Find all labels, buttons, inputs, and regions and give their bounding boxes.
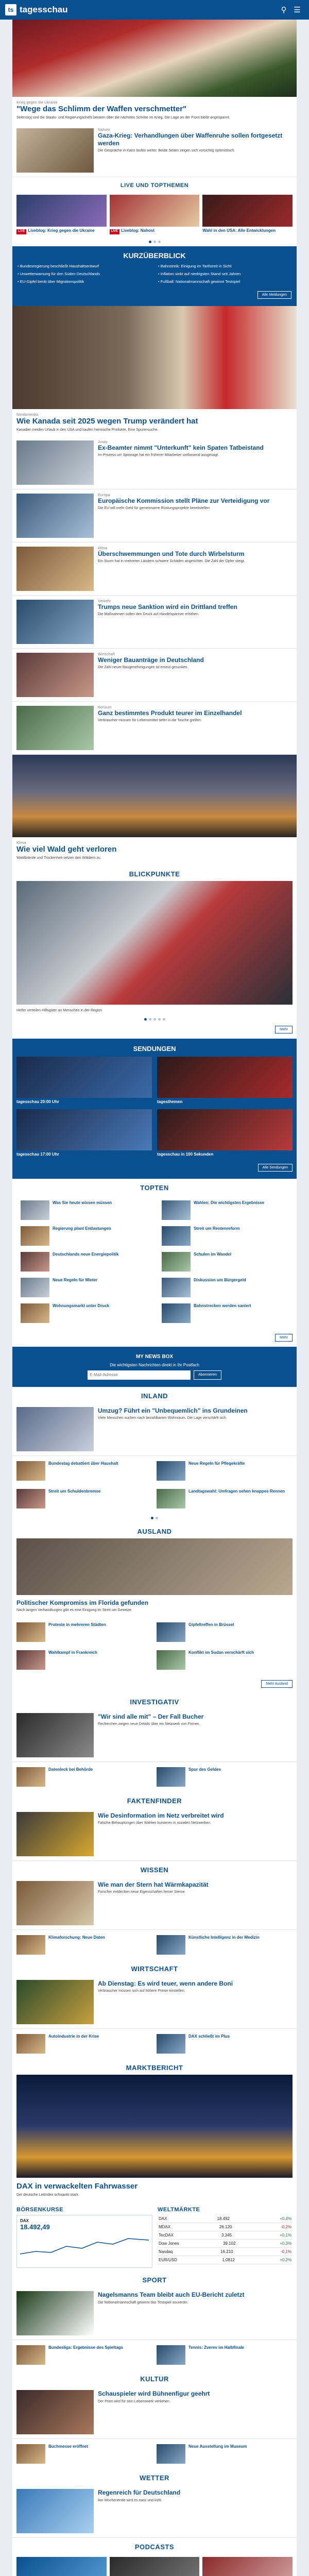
topten-title: Wohnungsmarkt unter Druck [53,1303,110,1308]
live-card-title: Wahl in den USA: Alle Entwicklungen [202,228,276,233]
main-content [12,20,297,2576]
podcast-card[interactable] [202,2557,293,2576]
sendung-card[interactable]: tagesschau 17:00 Uhr [16,1109,152,1157]
feature-teaser: Kanadier meiden Urlaub in den USA und kaufen heimische Produkte. Eine Spurensuche. [16,428,159,432]
story-kicker: Europa [98,494,110,498]
logo-text: tagesschau [20,5,68,14]
live-badge: LIVE [110,229,119,234]
list-item-title: Wahlkampf in Frankreich [48,1650,97,1655]
carousel-dots[interactable] [12,238,297,246]
live-card-image [202,195,293,227]
newsletter-text: Die wichtigsten Nachrichten direkt in Ihr Postfach [110,1362,199,1367]
live-card-image [16,195,107,227]
list-item-thumb [157,1935,185,1955]
wetter-title: WETTER [140,2474,169,2482]
list-item-title: Datenleck bei Behörde [48,1767,93,1772]
list-item-title: Streit um Schuldenbremse [48,1488,101,1494]
list-item-title: Buchmesse eröffnet [48,2444,88,2449]
topten-title: Neue Regeln für Mieter [53,1277,98,1282]
wirtschaft-lead-teaser: Verbraucher müssen sich auf höhere Preise einstellen. [98,1989,185,1993]
story-thumb [16,706,94,750]
list-item[interactable] [16,2343,152,2367]
list-item[interactable] [157,1933,293,1957]
sport-headline[interactable]: Nagelsmanns Team bleibt auch EU-Bericht zuletzt [98,2291,245,2299]
topten-item[interactable] [16,1249,151,1274]
carousel-dots[interactable] [12,1514,297,1522]
topten-item[interactable] [16,1198,151,1223]
wirtschaft-title: WIRTSCHAFT [131,1964,178,1973]
list-item[interactable] [16,1620,152,1644]
sport-teaser: Die Nationalmannschaft gewinnt das Testspiel souverän. [98,2300,188,2304]
list-item-title: Proteste in mehreren Städten [48,1622,106,1627]
boerse-section [12,2201,297,2271]
market-name: Dow Jones [159,2241,179,2246]
topten-item[interactable] [16,1224,151,1248]
story-row[interactable] [12,436,297,489]
newsletter-email-input[interactable] [88,1370,191,1380]
ausland-more-button[interactable]: Mehr Ausland [261,1680,293,1688]
list-item[interactable] [16,1459,152,1483]
topten-title: Bahnstrecken werden saniert [194,1303,251,1308]
list-item-thumb [16,1767,45,1787]
market-change: +0,4% [280,2216,291,2222]
topten-title: Streit um Rentenreform [194,1226,240,1231]
story-thumb [16,547,94,591]
topten-thumb [21,1252,49,1272]
lead-headline[interactable]: "Wege das Schlimm der Waffen verschmetter" [16,105,187,113]
story-thumb [16,600,94,644]
topten-thumb [162,1226,191,1246]
boerse-title: BÖRSENKURSE [16,2207,64,2213]
list-item-thumb [16,2034,45,2054]
faktenfinder-headline[interactable]: Wie Desinformation im Netz verbreitet wird [98,1811,224,1819]
list-item-title: Autoindustrie in der Krise [48,2033,99,2039]
story-teaser: Die EU will mehr Geld für gemeinsame Rüstungsprojekte bereitstellen. [98,506,211,511]
story-headline[interactable]: Ganz bestimmtes Produkt teurer im Einzelhandel [98,709,242,717]
topten-item[interactable] [16,1275,151,1300]
live-card[interactable] [110,195,200,234]
story-thumb [16,128,94,173]
live-card[interactable] [16,195,107,234]
story-headline[interactable]: Überschwemmungen und Tote durch Wirbelsturm [98,550,245,558]
newsletter-title: MY NEWS BOX [135,1353,174,1360]
blickpunkte-caption: Helfer verteilen Hilfsgüter an Menschen in der Region [16,1008,102,1012]
wetter-teaser: Am Wochenende wird es nass und kühl. [98,2498,162,2502]
list-item-thumb [16,1650,45,1670]
podcast-grid [12,2554,297,2576]
story-headline[interactable]: Gaza-Krieg: Verhandlungen über Waffenruhe sollen fortgesetzt werden [98,132,283,147]
story-teaser: Verbraucher müssen für Lebensmittel tiefer in die Tasche greifen. [98,719,202,723]
index-sparkline [20,2231,149,2262]
top-navigation-bar [0,0,309,20]
list-item[interactable] [157,1487,293,1511]
market-value: 16.210 [220,2249,233,2255]
topten-item[interactable] [158,1224,293,1248]
story-teaser: Ein Sturm hat in mehreren Ländern schwere Schäden angerichtet. Die Zahl der Opfer steigt. [98,560,245,564]
kurz-title: KURZÜBERBLICK [123,251,186,260]
list-item-thumb [16,2444,45,2464]
market-change: -0,1% [281,2249,291,2255]
sendung-card[interactable]: tagesthemen [157,1057,293,1104]
list-item-title: Neue Ausstellung im Museum [188,2444,247,2449]
story-teaser: Im Prozess um Spionage hat ein früherer Mitarbeiter umfassend ausgesagt. [98,453,219,457]
sendung-card[interactable]: tagesschau in 100 Sekunden [157,1109,293,1157]
story-row[interactable] [12,489,297,543]
list-item[interactable] [16,1487,152,1511]
market-row[interactable] [158,2231,293,2240]
story-kicker: Nahost [98,128,110,132]
list-item[interactable] [157,1459,293,1483]
market-row[interactable] [158,2240,293,2248]
market-row[interactable] [158,2256,293,2264]
live-card-image [110,195,200,227]
story-row[interactable] [12,596,297,649]
live-card-title: Liveblog: Krieg gegen die Ukraine [28,228,95,233]
list-item-thumb [157,2345,185,2365]
market-value: 3.345 [221,2233,232,2238]
topten-more-button[interactable]: Mehr [275,1334,293,1342]
wetter-headline[interactable]: Regenreich für Deutschland [98,2489,181,2497]
wissen-title: WISSEN [140,1866,169,1874]
kurz-item[interactable]: • Unwetterwarnung für den Süden Deutschlands [18,271,100,276]
list-item-title: Bundestag debattiert über Haushalt [48,1461,118,1466]
investigativ-lead-headline[interactable]: "Wir sind alle mit" – Der Fall Bucher [98,1713,204,1720]
investigativ-lead-teaser: Recherchen zeigen neue Details über ein Netzwerk von Firmen. [98,1722,200,1726]
kurz-item[interactable]: • Bundesregierung beschließt Haushaltsentwurf [18,263,99,268]
podcasts-title: PODCASTS [134,2543,175,2551]
list-item-thumb [16,1461,45,1481]
sendungen-title: SENDUNGEN [133,1044,176,1053]
topten-title: TOPTEN [140,1183,169,1192]
list-item[interactable] [157,2032,293,2056]
list-item[interactable] [157,2343,293,2367]
faktenfinder-story[interactable] [12,1808,297,1861]
inland-lead-teaser: Viele Menschen suchen nach bezahlbarem Wohnraum. Die Lage verschärft sich. [98,1416,227,1420]
list-item-thumb [157,2444,185,2464]
story-teaser: Waldbrände und Trockenheit setzen den Wäldern zu. [16,856,101,860]
live-card[interactable] [202,195,293,234]
search-icon[interactable]: ⚲ [281,6,287,14]
list-item-title: Künstliche Intelligenz in der Medizin [188,1935,260,1940]
ausland-lead[interactable] [12,1538,297,1617]
story-kicker: Konsum [98,706,112,710]
lead-story[interactable] [12,20,297,124]
list-item[interactable] [157,1620,293,1644]
market-row[interactable] [158,2248,293,2256]
menu-icon[interactable]: ☰ [294,6,301,14]
list-item-thumb [16,1935,45,1955]
live-badge: LIVE [16,229,26,234]
topten-item[interactable] [158,1301,293,1326]
logo-mark-icon: ts [5,4,16,15]
kultur-lead[interactable] [12,2386,297,2439]
list-item[interactable] [157,1765,293,1789]
list-item-title: Bundesliga: Ergebnisse des Spieltags [48,2345,123,2350]
list-item[interactable] [157,1648,293,1672]
story-headline[interactable]: Ex-Beamter nimmt "Unterkunft" kein Spaten Tatbeistand [98,444,264,452]
lead-kicker: Krieg gegen die Ukraine [16,101,58,105]
list-item-title: Neue Regeln für Pflegekräfte [188,1461,245,1466]
story-kicker: Verkehr [98,600,111,604]
topten-title: Wahlen: Die wichtigsten Ergebnisse [194,1200,265,1205]
list-item[interactable] [16,1933,152,1957]
market-change: -0,2% [281,2225,291,2230]
tagesschau-logo[interactable] [5,4,68,15]
list-item-title: Klimaforschung: Neue Daten [48,1935,105,1940]
list-item-thumb [157,1461,185,1481]
list-item-thumb [157,1650,185,1670]
blickpunkte-title: BLICKPUNKTE [129,870,180,878]
podcast-card[interactable] [16,2557,107,2576]
wissen-lead-headline[interactable]: Wie man der Stern hat Wärmkapazität [98,1880,209,1888]
story-kicker: Justiz [98,440,108,445]
weltmaerkte-title: WELTMÄRKTE [158,2207,200,2213]
story-teaser: Die Maßnahmen sollen den Druck auf Handelspartner erhöhen. [98,613,199,617]
marktbericht-story[interactable] [12,2075,297,2201]
story-headline[interactable]: Weniger Bauanträge in Deutschland [98,656,204,664]
topten-thumb [21,1303,49,1323]
lead-story-image [12,20,297,97]
story-thumb [16,440,94,485]
list-item-thumb [157,1622,185,1642]
list-item-title: Spur des Geldes [188,1767,221,1772]
kultur-title: KULTUR [140,2375,169,2383]
list-item-thumb [157,1767,185,1787]
investigativ-title: INVESTIGATIV [130,1698,179,1706]
feature-headline[interactable]: Wie Kanada seit 2025 wegen Trump verändert hat [16,416,198,426]
lead-teaser: Selenskyj und die Staats- und Regierungschefs beraten über die nächsten Schritte im Krieg. Die Lage an der Front bleibt angespannt. [16,116,230,120]
carousel-dots[interactable] [12,1015,297,1024]
topten-thumb [162,1200,191,1220]
topten-title: Was Sie heute wissen müssen [53,1200,112,1205]
topten-item[interactable] [16,1301,151,1326]
feature-kicker: Nordamerika [16,413,39,417]
market-name: DAX [159,2216,167,2222]
market-value: 18.492 [217,2216,230,2222]
story-thumb [16,494,94,538]
marktbericht-teaser: Der deutsche Leitindex schwankt stark. [16,2193,79,2197]
topten-item[interactable] [158,1275,293,1300]
topten-title: Schulen im Wandel [194,1251,232,1257]
topten-title: Deutschlands neue Energiepolitik [53,1251,119,1257]
story-kicker: Wirtschaft [98,653,115,657]
wide-story[interactable] [12,755,297,865]
story-kicker: Klima [16,841,26,845]
list-item[interactable] [16,1648,152,1672]
list-item-thumb [16,1622,45,1642]
list-item[interactable] [16,2442,152,2466]
newsletter-subscribe-button[interactable]: Abonnieren [194,1370,221,1380]
story-teaser: Die Zahl neuer Baugenehmigungen ist erneut gesunken. [98,666,188,670]
topten-title: Regierung plant Entlastungen [53,1226,111,1231]
story-row[interactable] [12,543,297,596]
sendungen-box [12,1039,297,1179]
inland-lead-headline[interactable]: Umzug? Führt ein "Unbequemlich" ins Grundeinen [98,1406,248,1414]
market-value: 1,0812 [222,2258,235,2263]
list-item[interactable] [16,2032,152,2056]
list-item-title: Landtagswahl: Umfragen sehen knappes Rennen [188,1488,285,1494]
ausland-lead-headline[interactable]: Politischer Kompromiss im Florida gefunden [16,1599,149,1606]
kultur-teaser: Der Preis wird für sein Lebenswerk verliehen. [98,2399,170,2403]
list-item[interactable] [16,1765,152,1789]
story-kicker: Klima [98,547,108,551]
feature-image [12,306,297,409]
kurz-item[interactable]: • Bahnstreik: Einigung im Tarifstreit in Sicht [158,263,232,268]
faktenfinder-teaser: Falsche Behauptungen über Wahlen kursieren in sozialen Netzwerken. [98,1821,211,1825]
topten-item[interactable] [158,1249,293,1274]
topten-item[interactable] [158,1198,293,1223]
story-row[interactable] [12,124,297,177]
marktbericht-title: MARKTBERICHT [126,2063,183,2072]
list-item-thumb [16,2345,45,2365]
topten-thumb [21,1200,49,1220]
topten-thumb [162,1278,191,1297]
topten-thumb [162,1303,191,1323]
story-headline[interactable]: Wie viel Wald geht verloren [16,845,117,854]
inland-lead[interactable] [12,1403,297,1456]
sendungen-more-button[interactable]: Alle Sendungen [258,1164,293,1172]
market-name: EUR/USD [159,2258,178,2263]
kurzueberblick-box [12,246,297,306]
sport-title: SPORT [142,2276,167,2284]
list-item-title: DAX schließt im Plus [188,2033,230,2039]
story-headline[interactable]: Europäische Kommission stellt Pläne zur Verteidigung vor [98,497,270,505]
wissen-lead-teaser: Forscher entdecken neue Eigenschaften ferner Sterne. [98,1890,186,1894]
wetter-story[interactable] [12,2485,297,2538]
boerse-index-box[interactable]: DAX 18.492,49 [16,2215,152,2268]
feature-story[interactable] [12,306,297,436]
market-change: +0,2% [280,2258,291,2263]
list-item-title: Gipfeltreffen in Brüssel [188,1622,234,1627]
list-item-title: Tennis: Zverev im Halbfinale [188,2345,244,2350]
marktbericht-headline[interactable]: DAX in verwackelten Fahrwasser [16,2181,138,2191]
market-value: 26.120 [219,2225,232,2230]
story-thumb [16,653,94,697]
wirtschaft-lead-headline[interactable]: Ab Dienstag: Es wird teuer, wenn andere Boni [98,1979,233,1987]
list-item[interactable] [157,2442,293,2466]
market-row[interactable] [158,2215,293,2223]
market-change: +0,3% [280,2241,291,2246]
topten-thumb [21,1278,49,1297]
topten-thumb [21,1226,49,1246]
topten-title: Diskussion um Bürgergeld [194,1277,246,1282]
inland-title: INLAND [141,1392,168,1400]
market-change: +0,1% [280,2233,291,2238]
blickpunkte-more-button[interactable]: Mehr [275,1026,293,1033]
newsletter-box [12,1347,297,1387]
list-item-thumb [16,1489,45,1509]
blickpunkte-image[interactable] [16,881,293,1005]
story-row[interactable] [12,702,297,755]
story-teaser: Die Gespräche in Kairo laufen weiter. Beide Seiten zeigen sich vorsichtig optimistisch. [98,149,235,153]
sport-lead[interactable] [12,2287,297,2340]
kultur-headline[interactable]: Schauspieler wird Bühnenfigur geehrt [98,2390,210,2398]
kurz-item[interactable]: • Fußball: Nationalmannschaft gewinnt Testspiel [158,279,241,284]
kurz-item[interactable]: • EU-Gipfel berät über Migrationspolitik [18,279,84,284]
market-value: 39.102 [223,2241,236,2246]
live-card-title: Liveblog: Nahost [121,228,154,233]
story-headline[interactable]: Trumps neue Sanktion wird ein Drittland treffen [98,603,237,611]
market-name: TecDAX [159,2233,174,2238]
list-item-title: Konflikt im Sudan verschärft sich [188,1650,254,1655]
wissen-lead[interactable] [12,1877,297,1930]
sendung-card[interactable]: tagesschau 20:00 Uhr [16,1057,152,1104]
market-name: Nasdaq [159,2249,173,2255]
podcast-card[interactable] [110,2557,200,2576]
faktenfinder-title: FAKTENFINDER [127,1797,182,1805]
live-section-title: LIVE UND TOPTHEMEN [120,182,189,189]
topten-thumb [162,1252,191,1272]
wide-story-image [12,755,297,837]
wirtschaft-lead[interactable] [12,1976,297,2029]
investigativ-lead[interactable] [12,1709,297,1762]
list-item-thumb [157,1489,185,1509]
live-grid [12,192,297,237]
story-row[interactable] [12,649,297,702]
kurz-more-button[interactable]: Alle Meldungen [258,291,291,299]
market-name: MDAX [159,2225,171,2230]
ausland-lead-teaser: Nach langen Verhandlungen gibt es eine Einigung im Streit um Gesetze. [16,1608,132,1613]
list-item-thumb [157,2034,185,2054]
kurz-item[interactable]: • Inflation sinkt auf niedrigsten Stand seit Jahren [158,271,241,276]
ausland-title: AUSLAND [137,1527,172,1535]
market-row[interactable] [158,2223,293,2231]
